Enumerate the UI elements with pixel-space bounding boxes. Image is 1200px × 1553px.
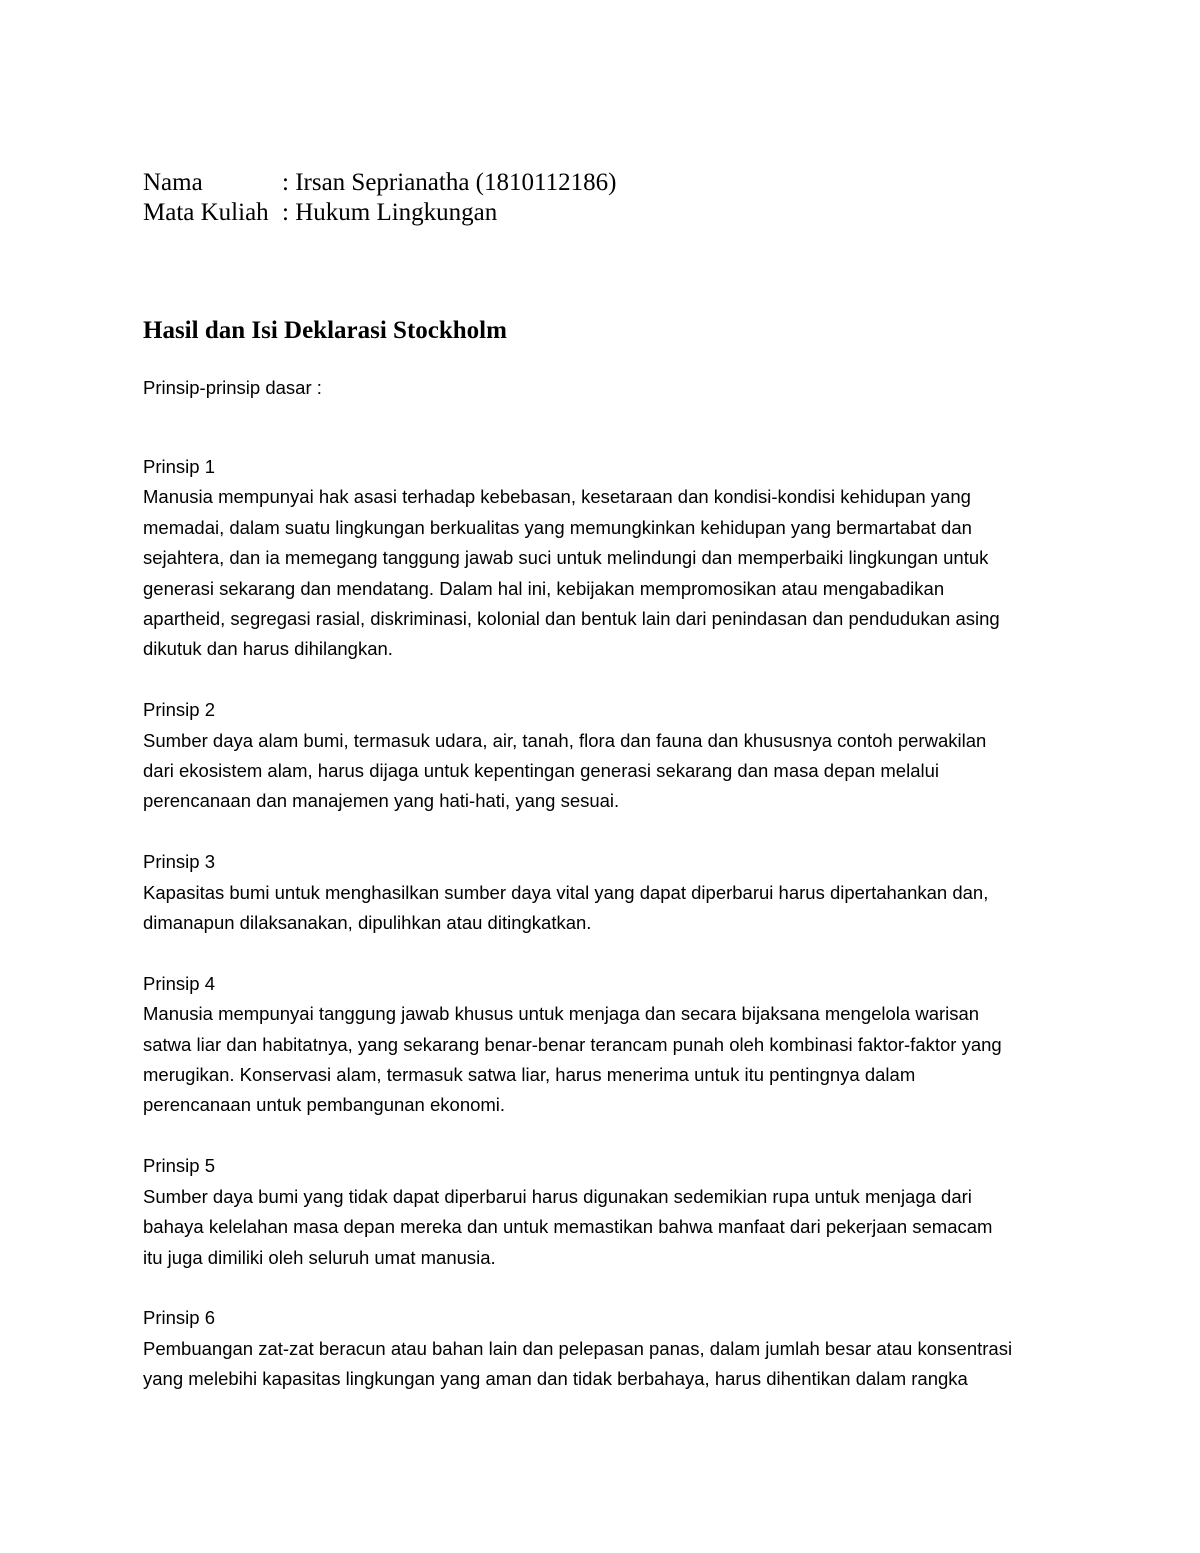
principle-line: Sumber daya alam bumi, termasuk udara, air, tanah, flora dan fauna dan khususnya contoh perwakilan — [143, 729, 987, 751]
course-row — [143, 198, 616, 228]
name-value: : Irsan Seprianatha (1810112186) — [282, 169, 617, 196]
principle-body — [143, 1182, 1068, 1273]
document-title: Hasil dan Isi Deklarasi Stockholm — [143, 317, 507, 344]
principle-line: Sumber daya bumi yang tidak dapat diperbarui harus digunakan sedemikian rupa untuk menjaga dari — [143, 1185, 972, 1207]
principle-line: apartheid, segregasi rasial, diskriminasi, kolonial dan bentuk lain dari penindasan dan pendudukan asing — [143, 608, 1000, 630]
course-label: Mata Kuliah — [143, 199, 269, 226]
principle-line: perencanaan untuk pembangunan ekonomi. — [143, 1094, 506, 1116]
principle-title: Prinsip 6 — [143, 1307, 215, 1329]
principle-line: Pembuangan zat-zat beracun atau bahan lain dan pelepasan panas, dalam jumlah besar atau konsentrasi — [143, 1337, 1013, 1359]
principle-5 — [143, 1151, 1068, 1273]
principle-line: Manusia mempunyai tanggung jawab khusus untuk menjaga dan secara bijaksana mengelola warisan — [143, 1003, 980, 1025]
principle-line: perencanaan dan manajemen yang hati-hati, yang sesuai. — [143, 790, 620, 812]
principle-4 — [143, 969, 1068, 1121]
principle-body — [143, 999, 1068, 1121]
principle-body — [143, 878, 1068, 939]
principle-title: Prinsip 5 — [143, 1155, 215, 1177]
principle-body — [143, 1334, 1068, 1395]
principle-line: itu juga dimiliki oleh seluruh umat manusia. — [143, 1246, 496, 1268]
principle-title: Prinsip 4 — [143, 972, 215, 994]
principle-line: satwa liar dan habitatnya, yang sekarang benar-benar terancam punah oleh kombinasi faktor-faktor yang — [143, 1033, 1002, 1055]
principle-line: memadai, dalam suatu lingkungan berkualitas yang memungkinkan kehidupan yang bermartabat dan — [143, 516, 972, 538]
principle-line: Manusia mempunyai hak asasi terhadap kebebasan, kesetaraan dan kondisi-kondisi kehidupan yang — [143, 486, 971, 508]
principle-line: dimanapun dilaksanakan, dipulihkan atau ditingkatkan. — [143, 912, 592, 934]
principle-line: yang melebihi kapasitas lingkungan yang aman dan tidak berbahaya, harus dihentikan dalam rangka — [143, 1368, 968, 1390]
principle-line: generasi sekarang dan mendatang. Dalam hal ini, kebijakan mempromosikan atau mengabadikan — [143, 577, 945, 599]
principle-line: merugikan. Konservasi alam, termasuk satwa liar, harus menerima untuk itu pentingnya dalam — [143, 1064, 916, 1086]
principle-title: Prinsip 3 — [143, 851, 215, 873]
principle-title: Prinsip 1 — [143, 456, 215, 477]
principle-body — [143, 482, 1068, 664]
principle-2 — [143, 695, 1068, 817]
principle-body — [143, 726, 1068, 817]
principle-3 — [143, 847, 1068, 938]
principle-title: Prinsip 2 — [143, 699, 215, 721]
principle-line: Kapasitas bumi untuk menghasilkan sumber daya vital yang dapat diperbarui harus dipertahankan dan, — [143, 881, 989, 903]
principles-intro: Prinsip-prinsip dasar : — [143, 377, 322, 398]
document-header — [143, 168, 616, 228]
principle-line: dikutuk dan harus dihilangkan. — [143, 638, 393, 660]
principle-line: sejahtera, dan ia memegang tanggung jawab suci untuk melindungi dan memperbaiki lingkungan untuk — [143, 547, 989, 569]
name-label: Nama — [143, 169, 203, 196]
principles-list — [143, 452, 1068, 1425]
principle-line: bahaya kelelahan masa depan mereka dan untuk memastikan bahwa manfaat dari pekerjaan semacam — [143, 1216, 993, 1238]
course-value: : Hukum Lingkungan — [282, 199, 498, 226]
principle-line: dari ekosistem alam, harus dijaga untuk kepentingan generasi sekarang dan masa depan melalui — [143, 760, 939, 782]
name-row — [143, 168, 616, 198]
principle-6 — [143, 1303, 1068, 1394]
principle-1 — [143, 452, 1068, 665]
